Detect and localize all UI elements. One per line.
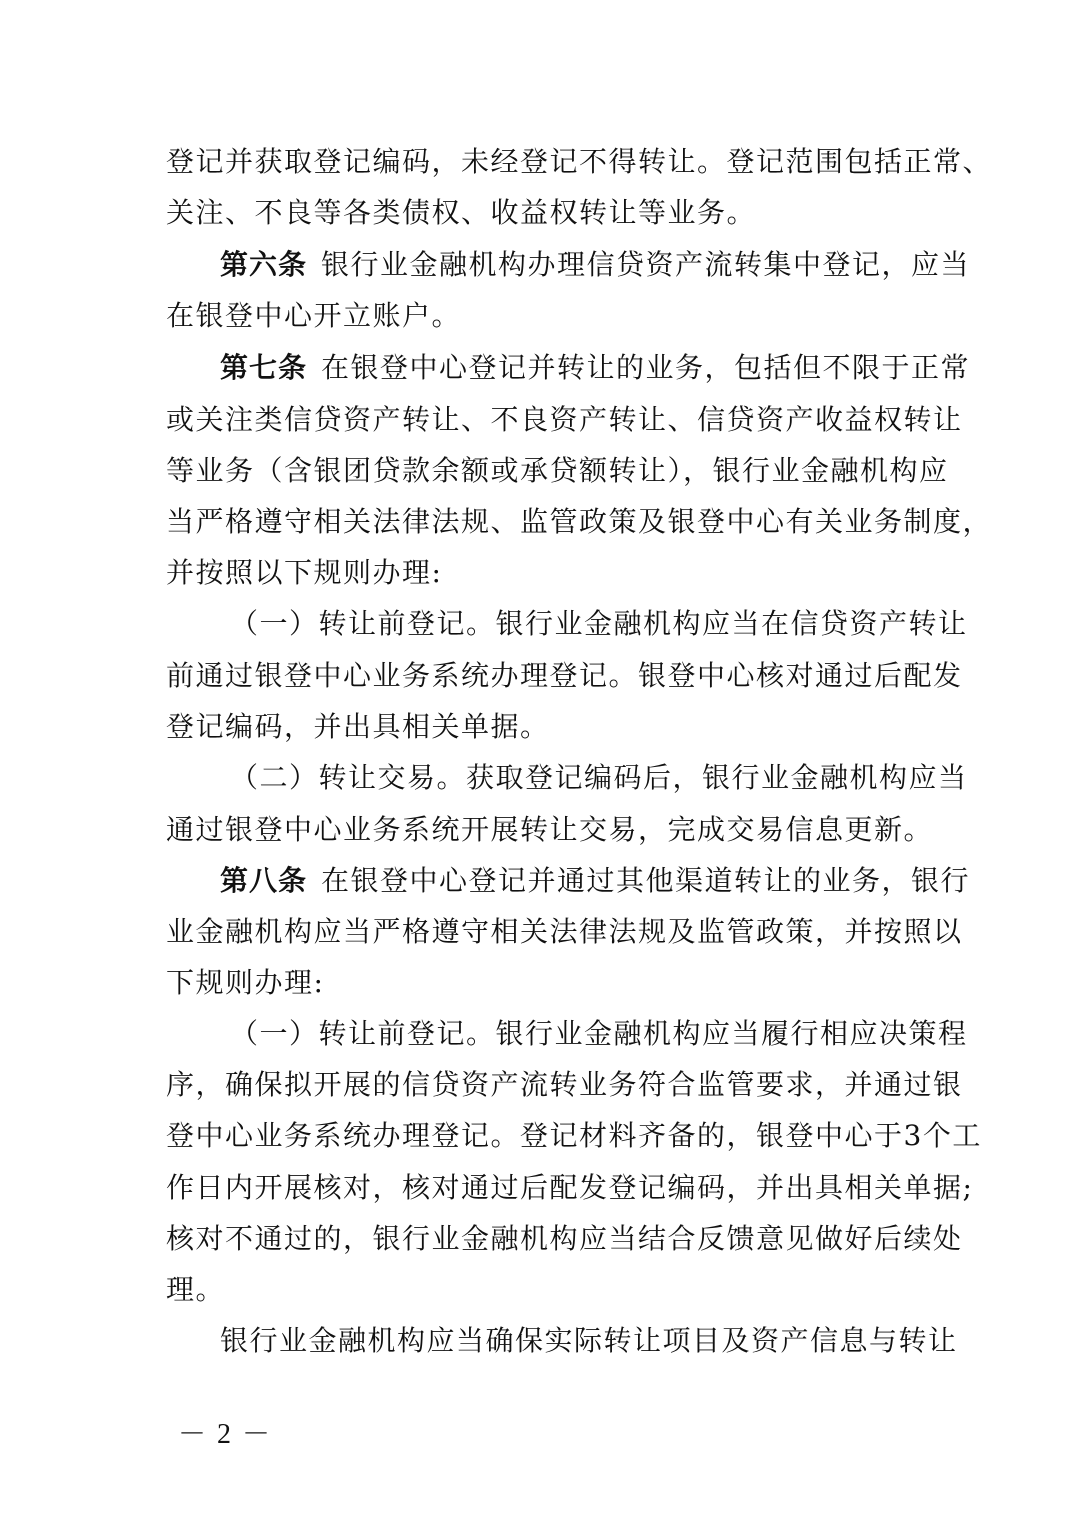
list-item-line: （二）转让交易。获取登记编码后，银行业金融机构应当	[230, 761, 968, 794]
article-text: 银行业金融机构办理信贷资产流转集中登记，应当	[321, 248, 971, 281]
list-item-line: （一）转让前登记。银行业金融机构应当履行相应决策程	[230, 1017, 968, 1050]
list-item-line: （一）转让前登记。银行业金融机构应当在信贷资产转让	[230, 607, 968, 640]
text-line: 并按照以下规则办理:	[166, 556, 443, 589]
text-line: 当严格遵守相关法律法规、监管政策及银登中心有关业务制度，	[166, 505, 993, 538]
article-line	[220, 245, 971, 285]
text-line: 银行业金融机构应当确保实际转让项目及资产信息与转让	[220, 1324, 958, 1357]
article-label: 第八条	[220, 864, 308, 897]
article-line	[220, 348, 971, 388]
text-line: 登中心业务系统办理登记。登记材料齐备的，银登中心于3个工	[166, 1119, 982, 1152]
text-line: 序，确保拟开展的信贷资产流转业务符合监管要求，并通过银	[166, 1068, 963, 1101]
text-line: 作日内开展核对，核对通过后配发登记编码，并出具相关单据;	[166, 1171, 974, 1204]
text-line: 下规则办理:	[166, 966, 325, 999]
text-line: 登记编码，并出具相关单据。	[166, 710, 550, 743]
text-line: 关注、不良等各类债权、收益权转让等业务。	[166, 196, 757, 229]
text-line: 登记并获取登记编码，未经登记不得转让。登记范围包括正常、	[166, 145, 993, 178]
text-line: 等业务（含银团贷款余额或承贷额转让），银行业金融机构应	[166, 454, 949, 487]
text-line: 前通过银登中心业务系统办理登记。银登中心核对通过后配发	[166, 659, 963, 692]
text-line: 或关注类信贷资产转让、不良资产转让、信贷资产收益权转让	[166, 403, 963, 436]
page-number: － 2 －	[178, 1419, 273, 1450]
text-line: 通过银登中心业务系统开展转让交易，完成交易信息更新。	[166, 813, 934, 846]
article-label: 第六条	[220, 248, 308, 281]
article-label: 第七条	[220, 351, 308, 384]
article-line	[220, 861, 971, 901]
article-text: 在银登中心登记并通过其他渠道转让的业务，银行	[321, 864, 971, 897]
text-line: 核对不通过的，银行业金融机构应当结合反馈意见做好后续处	[166, 1222, 963, 1255]
text-line: 理。	[166, 1273, 226, 1306]
article-text: 在银登中心登记并转让的业务，包括但不限于正常	[321, 351, 971, 384]
text-line: 业金融机构应当严格遵守相关法律法规及监管政策，并按照以	[166, 915, 963, 948]
text-line: 在银登中心开立账户。	[166, 299, 462, 332]
